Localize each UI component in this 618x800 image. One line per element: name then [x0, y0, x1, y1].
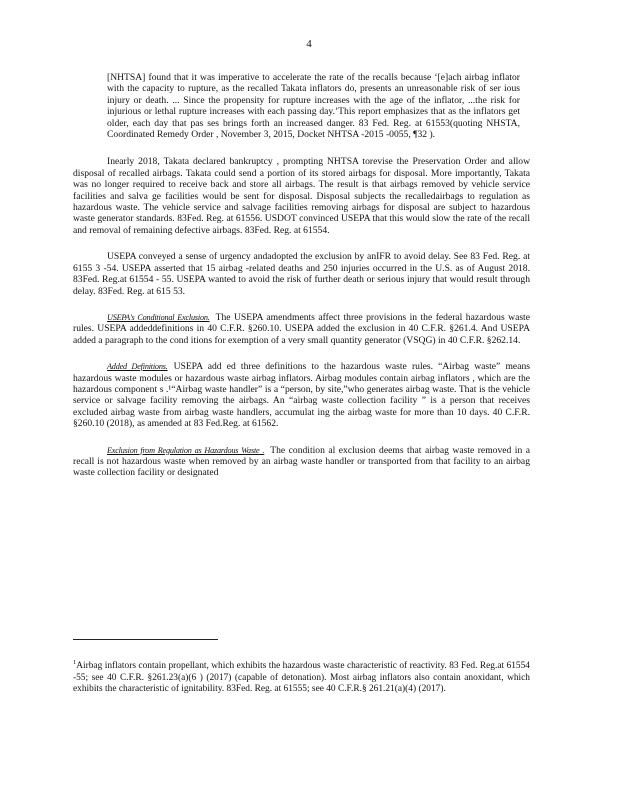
- section-heading-conditional-exclusion: USEPA's Conditional Exclusion.: [107, 312, 210, 322]
- paragraph-bankruptcy: Inearly 2018, Takata declared bankruptcy , prompting NHTSA torevise the Preservation Order and allow disposal of recalled airbags. Takata could send a portion of its stored airbags for disposal. More importantly, Takata was no longer required to receive back and store all airbags. The result is that airbags removed by vehicle service facilities and salva ge facilities would be sent for disposal. Disposal subjects the recalledairbags to regulation as hazardous waste. The vehicle service and salvage facilities removing airbags for disposal are subject to hazardous waste generator standards. 83Fed. Reg. at 61556. USDOT convinced USEPA that this would slow the rate of the recall and removal of remaining defective airbags. 83Fed. Reg. at 61554.: [73, 156, 530, 236]
- paragraph-urgency: USEPA conveyed a sense of urgency andadopted the exclusion by anIFR to avoid delay. See 83 Fed. Reg. at 6155 3 -54. USEPA asserted that 15 airbag -related deaths and 250 injuries occurred in the U.S. as of August 2018. 83Fed. Reg.at 61554 - 55. USEPA wanted to avoid the risk of further death or serious injury that would result through delay. 83Fed. Reg. at 615 53.: [73, 251, 530, 297]
- paragraph-text: USEPA add ed three definitions to the hazardous waste rules. “Airbag waste” means hazardous waste modules or hazardous waste airbag inflators. Airbag modules contain airbag inflators , which are the hazardous component s .¹“Airbag waste handler” is a “person, by site,”who generates airbag waste. That is the vehicle service or salvage facility removing the airbags. An “airbag waste collection facility ” is a person that receives excluded airbag waste from airbag waste handlers, accumulat ing the airbag waste for more than 10 days. 40 C.F.R. §260.10 (2018), as amended at 83 Fed.Reg. at 61562.: [73, 361, 530, 430]
- paragraph-added-definitions: [73, 361, 530, 429]
- paragraph-text: The condition al exclusion deems that airbag waste removed in a recall is not hazardous waste when removed by an airbag waste handler or transported from that facility to an airbag waste collection facility or designated: [73, 444, 531, 479]
- page-body: [73, 72, 530, 494]
- footnote-text: Airbag inflators contain propellant, which exhibits the hazardous waste characteristic of reactivity. 83 Fed. Reg.at 61554 -55; see 40 C.F.R. §261.23(a)(6 ) (2017) (capable of detonation). Most airbag inflators also contain anoxidant, which exhibits the characteristic of ignitability. 83Fed. Reg. at 61555; see 40 C.F.R.§ 261.21(a)(4) (2017).: [73, 661, 530, 695]
- block-quote: [NHTSA] found that it was imperative to accelerate the rate of the recalls because ‘[e]ach airbag inflator with the capacity to rupture, as the recalled Takata inflators do, presents an unreasonable risk of ser ious injury or death. ... Since the propensity for rupture increases with the age of the inflator, ...the risk for injurious or lethal rupture increases with each passing day.’This report emphasizes that as the inflators get older, each day that pas ses brings forth an increased danger. 83 Fed. Reg. at 61553(quoting NHSTA, Coordinated Remedy Order , November 3, 2015, Docket NHTSA -2015 -0055, ¶32 ).: [107, 72, 520, 141]
- footnote-marker: 1: [73, 659, 77, 666]
- page-number: 4: [306, 38, 312, 50]
- section-heading-exclusion-from-regulation: Exclusion from Regulation as Hazardous Waste .: [107, 445, 265, 455]
- paragraph-conditional-exclusion: [73, 312, 530, 346]
- footnote-divider: [73, 639, 218, 640]
- footnote: [73, 657, 530, 696]
- paragraph-exclusion-from-regulation: [73, 445, 530, 479]
- paragraph-text: The USEPA amendments affect three provisions in the federal hazardous waste rules. USEPA addeddefinitions in 40 C.F.R. §260.10. USEPA added the exclusion in 40 C.F.R. §261.4. And USEPA added a paragraph to the cond itions for exemption of a very small quantity generator (VSQG) in 40 C.F.R. §262.14.: [73, 311, 530, 346]
- section-heading-added-definitions: Added Definitions.: [107, 362, 168, 372]
